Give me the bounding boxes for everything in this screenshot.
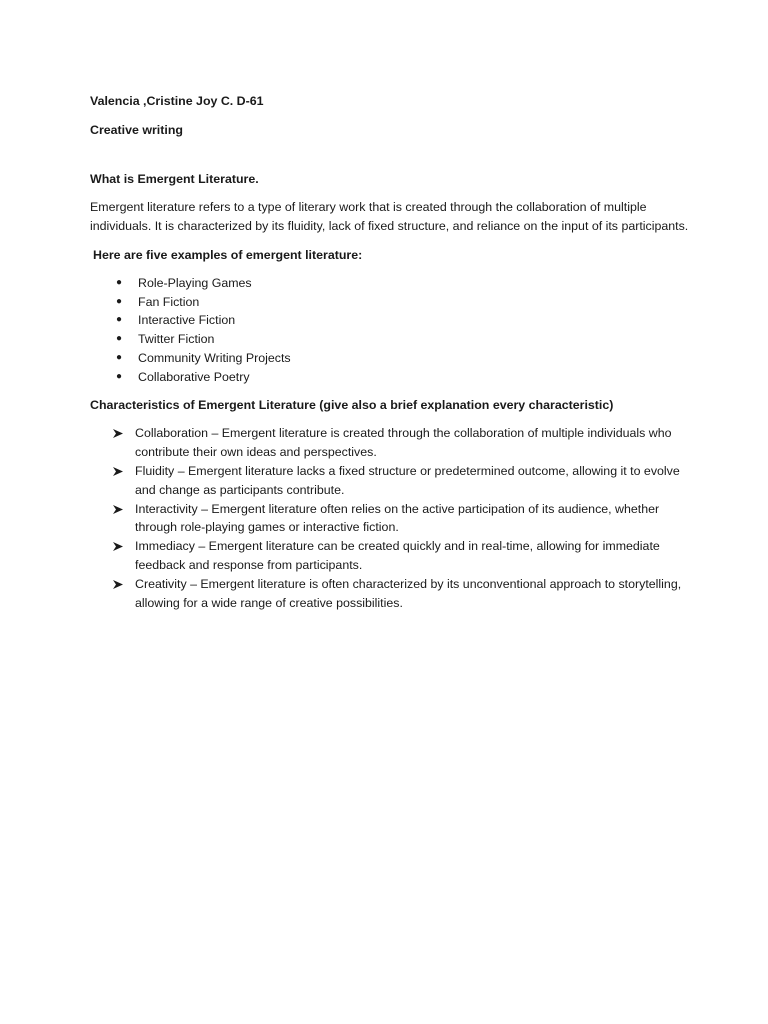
characteristic-text: Creativity – Emergent literature is often characterized by its unconventional approach to storytelling, allowing for a wide range of creative possibilities. [135,576,682,610]
example-item [90,330,690,349]
example-text: Community Writing Projects [138,350,291,365]
characteristic-item [90,424,690,462]
arrowhead-bullet-icon [113,542,123,551]
subject-line: Creative writing [90,122,183,137]
characteristic-text: Interactivity – Emergent literature often relies on the active participation of its audience, whether through role-playing games or interactive fiction. [135,501,660,535]
characteristic-item [90,462,690,500]
question-heading: What is Emergent Literature. [90,171,259,186]
example-text: Role-Playing Games [138,275,252,290]
bullet-icon: ● [116,333,123,345]
example-item [90,293,690,312]
definition-paragraph: Emergent literature refers to a type of literary work that is created through the collaboration of multiple individuals. It is characterized by its fluidity, lack of fixed structure, and reliance on the input of its participants. [90,200,689,234]
bullet-icon: ● [116,351,123,363]
example-item [90,368,690,387]
example-text: Interactive Fiction [138,313,236,328]
example-text: Fan Fiction [138,294,200,309]
example-text: Collaborative Poetry [138,369,250,384]
examples-heading: Here are five examples of emergent literature: [93,247,363,262]
arrowhead-bullet-icon [113,467,123,476]
arrowhead-bullet-icon [113,580,123,589]
arrowhead-bullet-icon [113,505,123,514]
bullet-icon: ● [116,314,123,326]
example-item [90,311,690,330]
characteristic-item [90,500,690,538]
characteristic-text: Immediacy – Emergent literature can be created quickly and in real-time, allowing for immediate feedback and response from participants. [135,539,660,572]
characteristic-item [90,537,690,575]
example-item [90,274,690,293]
characteristic-text: Fluidity – Emergent literature lacks a fixed structure or predetermined outcome, allowing it to evolve and change as participants contribute. [135,463,680,497]
characteristics-list [90,424,690,612]
example-text: Twitter Fiction [138,332,215,347]
bullet-icon: ● [116,295,123,307]
characteristics-heading: Characteristics of Emergent Literature (give also a brief explanation every characteristic) [90,397,614,412]
bullet-icon: ● [116,276,123,288]
characteristic-item [90,575,690,613]
examples-list [90,274,690,387]
bullet-icon: ● [116,370,123,382]
example-item [90,349,690,368]
document-body [90,92,690,612]
arrowhead-bullet-icon [113,429,123,438]
author-line: Valencia ,Cristine Joy C. D-61 [90,94,264,108]
characteristic-text: Collaboration – Emergent literature is created through the collaboration of multiple individuals who contribute their own ideas and perspectives. [135,426,672,460]
